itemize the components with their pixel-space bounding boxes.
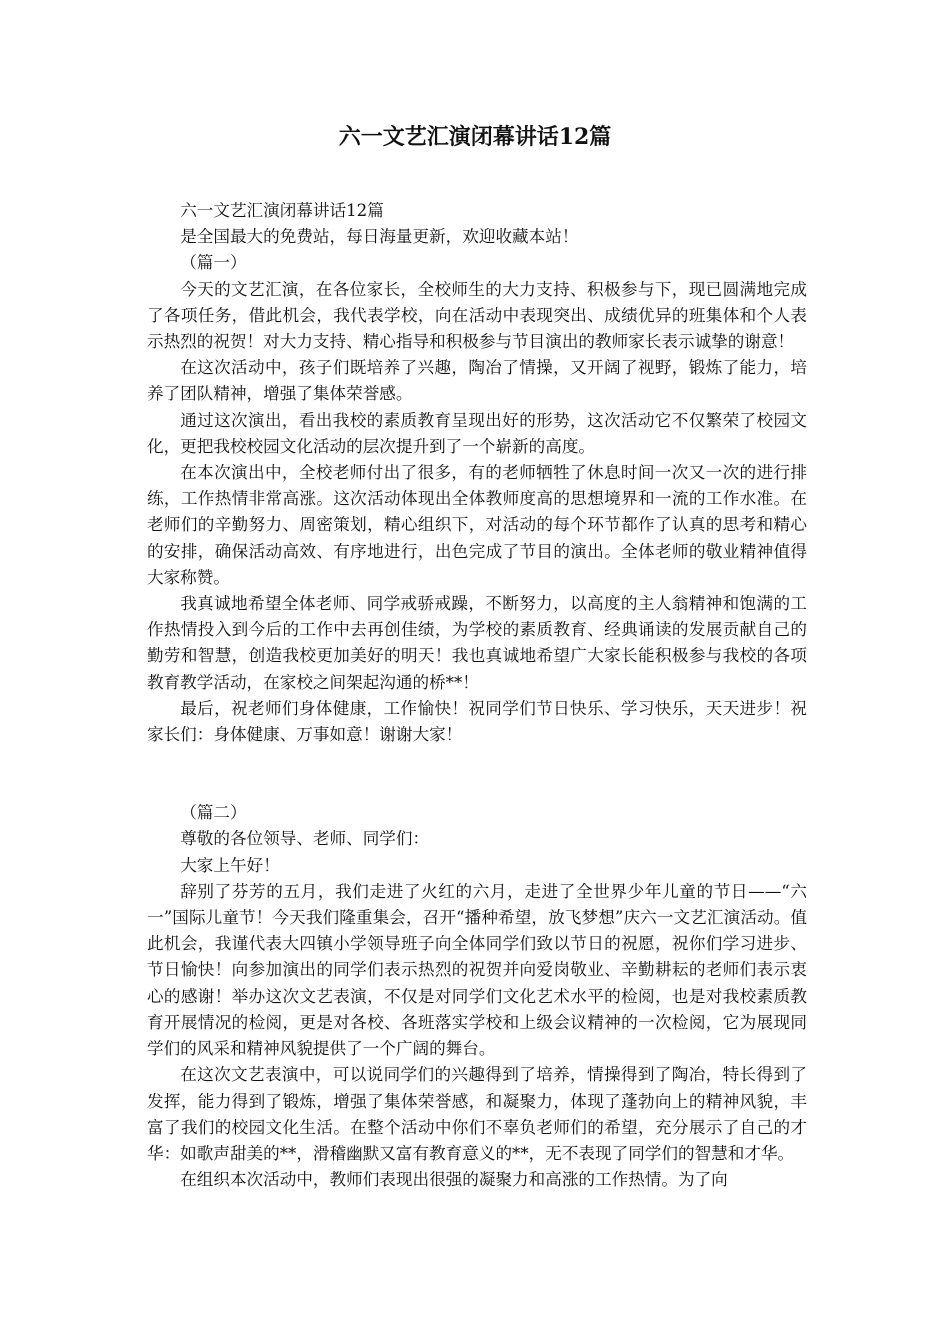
paragraph: 是全国最大的免费站，每日海量更新，欢迎收藏本站！	[180, 227, 579, 247]
paragraph: 通过这次演出，看出我校的素质教育呈现出好的形势，这次活动它不仅繁荣了校园文化，更把我校校园文化活动的层次提升到了一个崭新的高度。	[147, 410, 807, 456]
document-body	[147, 198, 807, 1193]
paragraph: 在组织本次活动中，教师们表现出很强的凝聚力和高涨的工作热情。为了向	[180, 1170, 728, 1190]
paragraph: 辞别了芬芳的五月，我们走进了火红的六月，走进了全世界少年儿童的节日——“六一”国际儿童节！今天我们隆重集会，召开“播种希望，放飞梦想”庆六一文艺汇演活动。值此机会，我谨代表大四镇小学领导班子向全体同学们致以节日的祝愿，祝你们学习进步、节日愉快！向参加演出的同学们表示热烈的祝贺并向爱岗敬业、辛勤耕耘的老师们表示衷心的感谢！举办这次文艺表演，不仅是对同学们文化艺术水平的检阅，也是对我校素质教育开展情况的检阅，更是对各校、各班落实学校和上级会议精神的一次检阅，它为展现同学们的风采和精神风貌提供了一个广阔的舞台。	[147, 881, 807, 1059]
paragraph: 在这次文艺表演中，可以说同学们的兴趣得到了培养，情操得到了陶冶，特长得到了发挥，能力得到了锻炼，增强了集体荣誉感，和凝聚力，体现了蓬勃向上的精神风貌，丰富了我们的校园文化生活。在整个活动中你们不辜负老师们的希望，充分展示了自己的才华：如歌声甜美的**，滑稽幽默又富有教育意义的**，无不表现了同学们的智慧和才华。	[147, 1065, 807, 1163]
section-heading: （篇一）	[180, 253, 247, 273]
section-heading: （篇二）	[180, 803, 247, 823]
section-spacer	[147, 748, 807, 800]
paragraph: 在这次活动中，孩子们既培养了兴趣，陶冶了情操，又开阔了视野，锻炼了能力，培养了团队精神，增强了集体荣誉感。	[147, 358, 807, 404]
document-title: 六一文艺汇演闭幕讲话12篇	[338, 124, 612, 150]
paragraph: 在本次演出中，全校老师付出了很多，有的老师牺牲了休息时间一次又一次的进行排练，工作热情非常高涨。这次活动体现出全体教师度高的思想境界和一流的工作水准。在老师们的辛勤努力、周密策划，精心组织下，对活动的每个环节都作了认真的思考和精心的安排，确保活动高效、有序地进行，出色完成了节目的演出。全体老师的敬业精神值得大家称赞。	[147, 463, 807, 587]
salutation: 尊敬的各位领导、老师、同学们：	[180, 829, 430, 849]
paragraph: 今天的文艺汇演，在各位家长，全校师生的大力支持、积极参与下，现已圆满地完成了各项任务，借此机会，我代表学校，向在活动中表现突出、成绩优异的班集体和个人表示热烈的祝贺！对大力支持、精心指导和积极参与节目演出的教师家长表示诚挚的谢意！	[147, 279, 807, 352]
paragraph: 最后，祝老师们身体健康，工作愉快！祝同学们节日快乐、学习快乐，天天进步！祝家长们：身体健康、万事如意！谢谢大家！	[147, 698, 807, 745]
greeting: 大家上午好！	[180, 855, 280, 875]
paragraph: 六一文艺汇演闭幕讲话12篇	[180, 201, 384, 220]
paragraph: 我真诚地希望全体老师、同学戒骄戒躁，不断努力，以高度的主人翁精神和饱满的工作热情投入到今后的工作中去再创佳绩，为学校的素质教育、经典诵读的发展贡献自己的勤劳和智慧，创造我校更加美好的明天！我也真诚地希望广大家长能积极参与我校的各项教育教学活动，在家校之间架起沟通的桥**！	[147, 594, 807, 692]
